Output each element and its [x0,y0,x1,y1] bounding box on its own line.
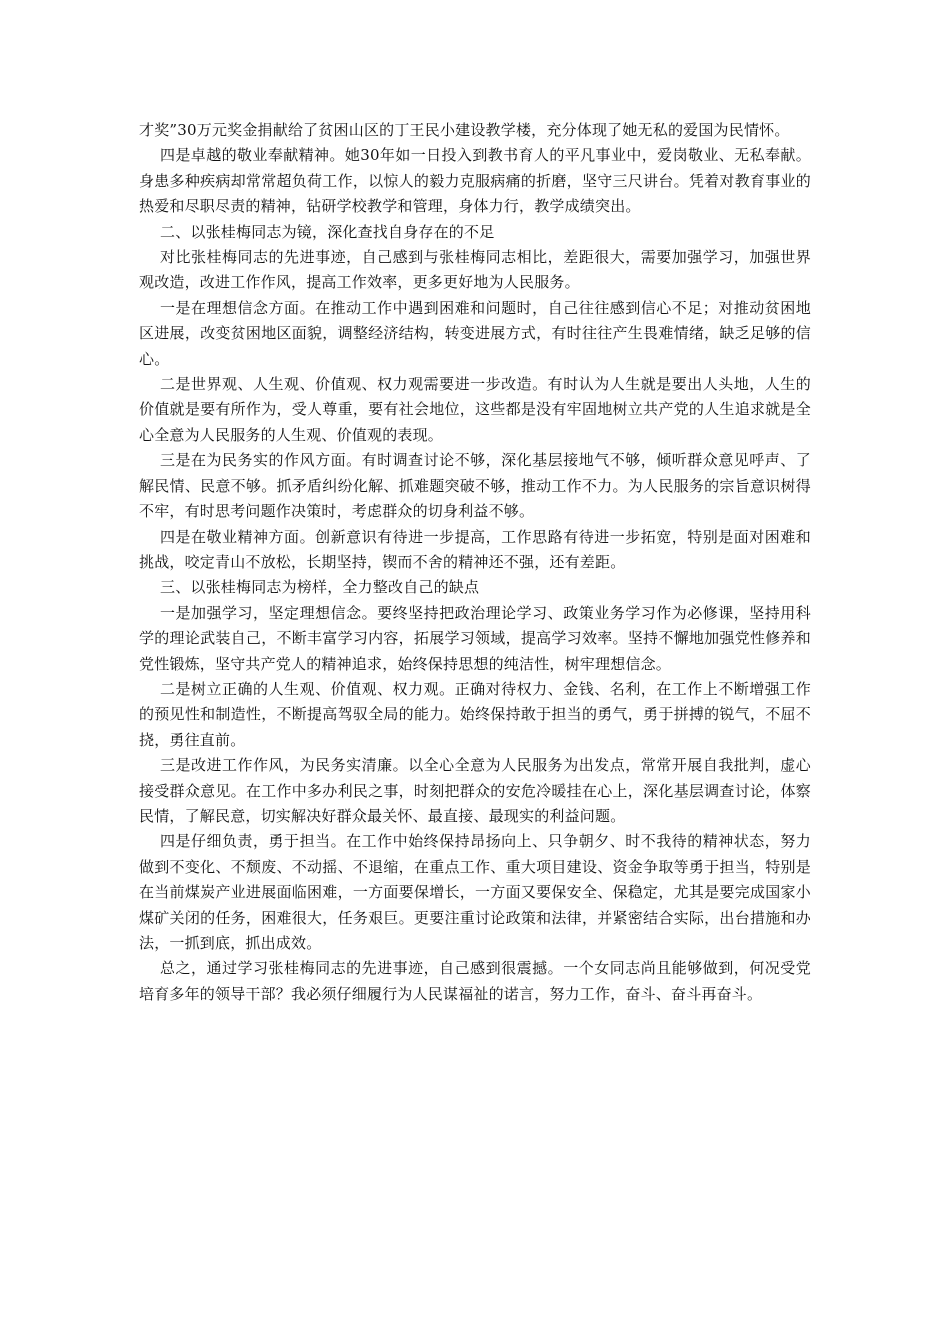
paragraph-comparison: 对比张桂梅同志的先进事迹，自己感到与张桂梅同志相比，差距很大，需要加强学习，加强世界观改造，改进工作作风，提高工作效率，更多更好地为人民服务。 [139,248,811,292]
paragraph-dedication-spirit: 四是在敬业精神方面。创新意识有待进一步提高，工作思路有待进一步拓宽，特别是面对困难和挑战，咬定青山不放松，长期坚持，锲而不舍的精神还不强，还有差距。 [139,527,811,571]
paragraph-improve-style: 三是改进工作作风，为民务实清廉。以全心全意为人民服务为出发点，常常开展自我批判，虚心接受群众意见。在工作中多办利民之事，时刻把群众的安危冷暖挂在心上，深化基层调查讨论，体察民情，了解民意，切实解决好群众最关怀、最直接、最现实的利益问题。 [139,756,811,825]
paragraph-values: 二是树立正确的人生观、价值观、权力观。正确对待权力、金钱、名利，在工作上不断增强工作的预见性和制造性，不断提高驾驭全局的能力。始终保持敢于担当的勇气，勇于拼搏的锐气，不屈不挠，勇往直前。 [139,679,811,749]
paragraph-ideals: 一是在理想信念方面。在推动工作中遇到困难和问题时，自己往往感到信心不足；对推动贫困地区进展，改变贫困地区面貌，调整经济结构，转变进展方式，有时往往产生畏难情绪，缺乏足够的信心。 [139,298,811,368]
paragraph-worldview: 二是世界观、人生观、价值观、权力观需要进一步改造。有时认为人生就是要出人头地，人生的价值就是要有所作为，受人尊重，要有社会地位，这些都是没有牢固地树立共产党的人生追求就是全心全意为人民服务的人生观、价值观的表现。 [139,375,811,444]
paragraph-responsibility: 四是仔细负责，勇于担当。在工作中始终保持昂扬向上、只争朝夕、时不我待的精神状态，努力做到不变化、不颓废、不动摇、不退缩，在重点工作、重大项目建设、资金争取等勇于担当，特别是在当前煤炭产业进展面临困难，一方面要保增长，一方面又要保安全、保稳定，尤其是要完成国家小煤矿关闭的任务，困难很大，任务艰巨。更要注重讨论政策和法律，并紧密结合实际，出台措施和办法，一抓到底，抓出成效。 [139,832,811,952]
section-heading-3: 三、以张桂梅同志为榜样，全力整改自己的缺点 [160,578,480,597]
paragraph-continuation: 才奖”30万元奖金捐献给了贫困山区的丁王民小建设教学楼，充分体现了她无私的爱国为民情怀。 [139,121,790,139]
document-body [139,118,811,1007]
section-heading-2: 二、以张桂梅同志为镜，深化查找自身存在的不足 [160,222,495,241]
paragraph-dedication: 四是卓越的敬业奉献精神。她30年如一日投入到教书育人的平凡事业中，爱岗敬业、无私奉献。身患多种疾病却常常超负荷工作，以惊人的毅力克服病痛的折磨，坚守三尺讲台。凭着对教育事业的热爱和尽职尽责的精神，钻研学校教学和管理，身体力行，教学成绩突出。 [139,146,811,216]
paragraph-conclusion: 总之，通过学习张桂梅同志的先进事迹，自己感到很震撼。一个女同志尚且能够做到，何况受党培育多年的领导干部？我必须仔细履行为人民谋福祉的诺言，努力工作，奋斗、奋斗再奋斗。 [139,959,811,1003]
paragraph-work-style: 三是在为民务实的作风方面。有时调查讨论不够，深化基层接地气不够，倾听群众意见呼声、了解民情、民意不够。抓矛盾纠纷化解、抓难题突破不够，推动工作不力。为人民服务的宗旨意识树得不牢，有时思考问题作决策时，考虑群众的切身利益不够。 [139,451,811,521]
paragraph-study: 一是加强学习，坚定理想信念。要终坚持把政治理论学习、政策业务学习作为必修课，坚持用科学的理论武装自己，不断丰富学习内容，拓展学习领域，提高学习效率。坚持不懈地加强党性修养和党性锻炼，坚守共产党人的精神追求，始终保持思想的纯洁性，树牢理想信念。 [139,603,811,673]
